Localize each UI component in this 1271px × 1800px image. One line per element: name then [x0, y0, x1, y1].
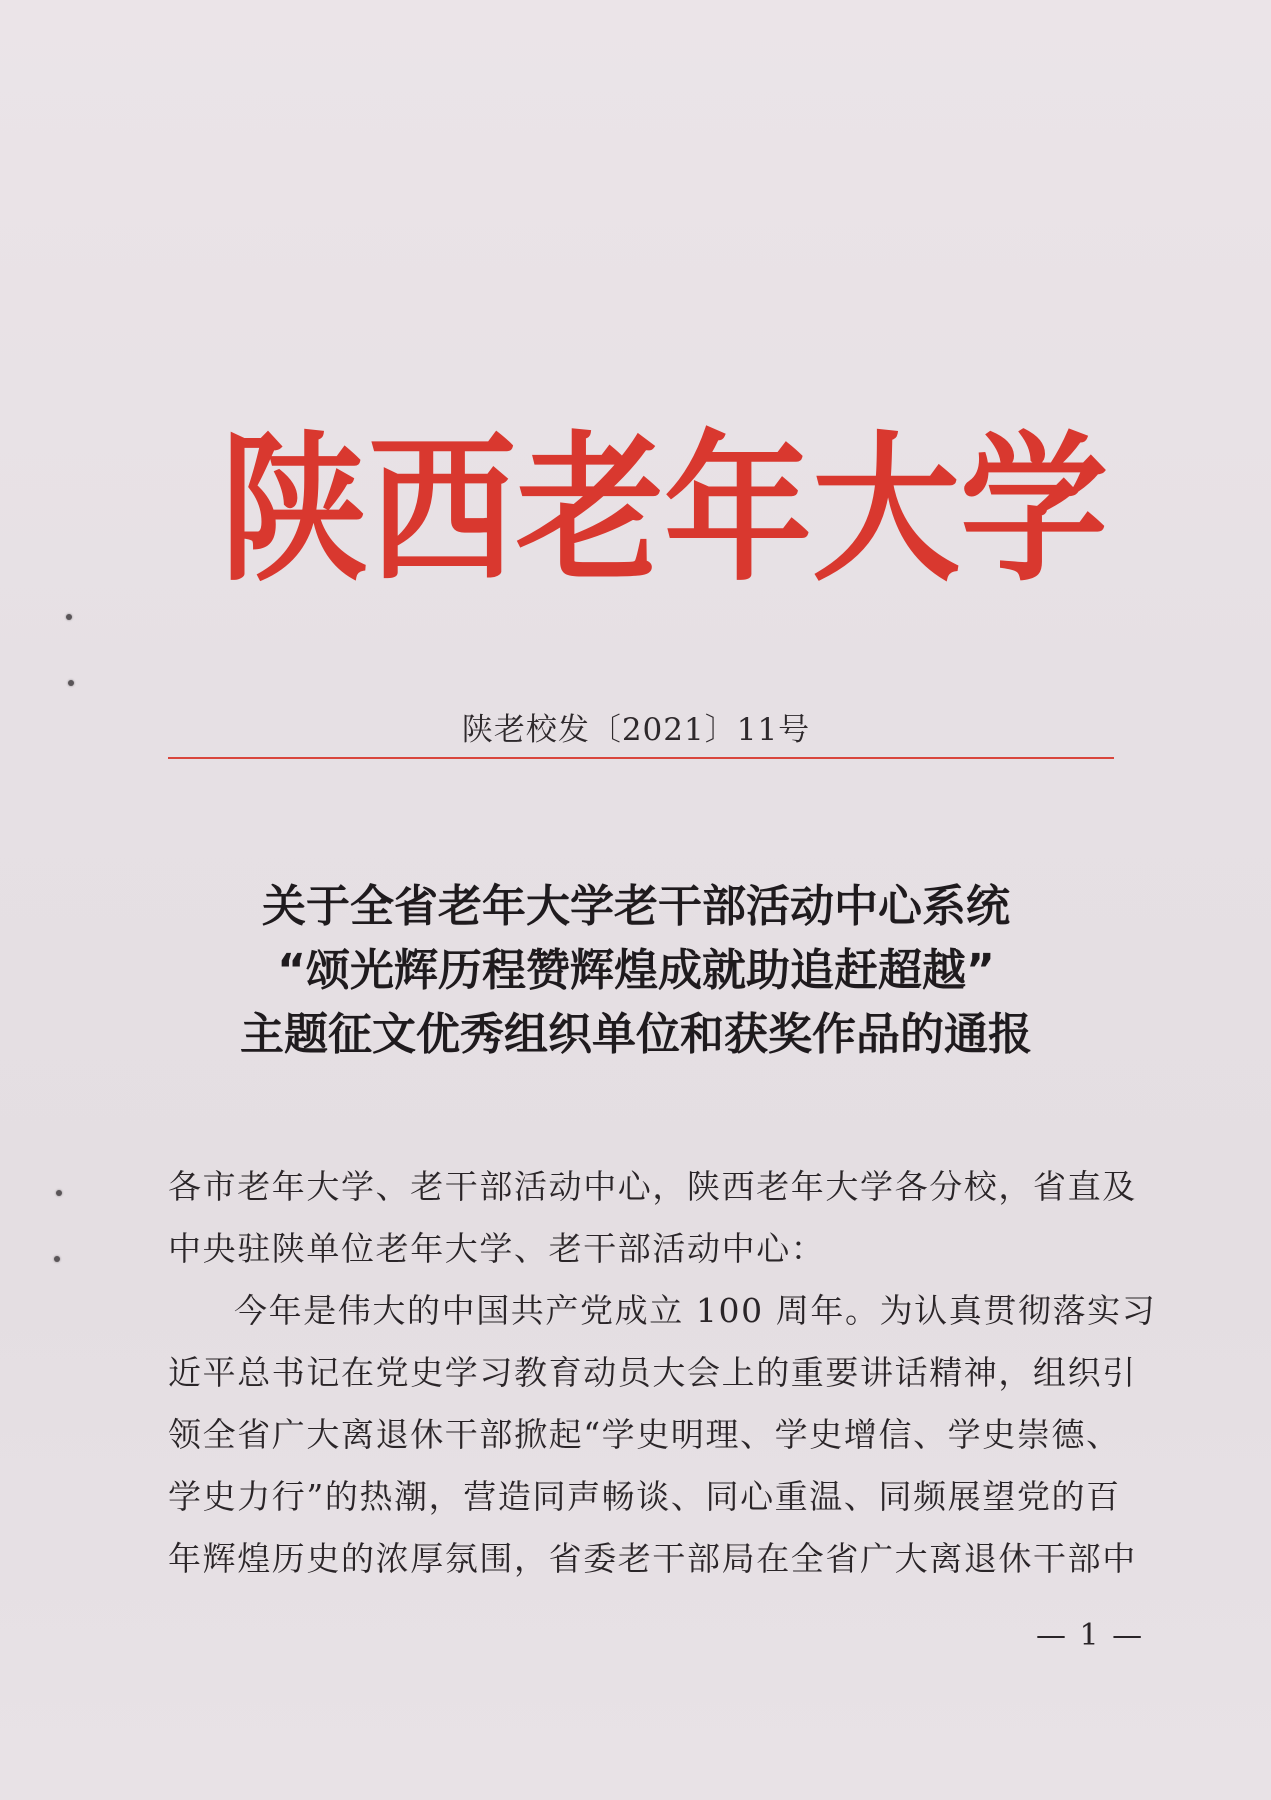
title-line: “颂光辉历程赞辉煌成就助追赶超越”	[277, 945, 995, 996]
red-divider-line	[168, 757, 1114, 759]
document-title	[150, 875, 1122, 1067]
document-number: 陕老校发〔2021〕11号	[461, 712, 811, 748]
masthead-char: 大	[812, 417, 960, 603]
binding-hole	[66, 614, 72, 620]
document-body	[168, 1156, 1157, 1590]
masthead-char: 学	[960, 417, 1108, 603]
title-line: 主题征文优秀组织单位和获奖作品的通报	[240, 1009, 1032, 1060]
masthead-char: 陕	[220, 417, 368, 603]
page-number: — 1 —	[1036, 1618, 1145, 1653]
title-line: 关于全省老年大学老干部活动中心系统	[262, 881, 1010, 932]
binding-hole	[54, 1256, 60, 1262]
binding-hole	[56, 1190, 62, 1196]
masthead-char: 西	[368, 417, 516, 603]
masthead-char: 年	[664, 417, 812, 603]
salutation-line: 各市老年大学、老干部活动中心，陕西老年大学各分校，省直及	[168, 1167, 1137, 1206]
masthead-char: 老	[516, 417, 664, 603]
binding-hole	[68, 680, 74, 686]
paragraph-line: 近平总书记在党史学习教育动员大会上的重要讲话精神，组织引	[168, 1353, 1137, 1392]
paragraph-line: 领全省广大离退休干部掀起“学史明理、学史增信、学史崇德、	[168, 1415, 1121, 1454]
masthead-issuer	[220, 417, 1108, 603]
paragraph-line: 学史力行”的热潮，营造同声畅谈、同心重温、同频展望党的百	[168, 1477, 1121, 1516]
paragraph-line: 年辉煌历史的浓厚氛围，省委老干部局在全省广大离退休干部中	[168, 1539, 1137, 1578]
paragraph-line: 今年是伟大的中国共产党成立 100 周年。为认真贯彻落实习	[234, 1291, 1157, 1330]
salutation-line: 中央驻陕单位老年大学、老干部活动中心：	[168, 1229, 826, 1268]
